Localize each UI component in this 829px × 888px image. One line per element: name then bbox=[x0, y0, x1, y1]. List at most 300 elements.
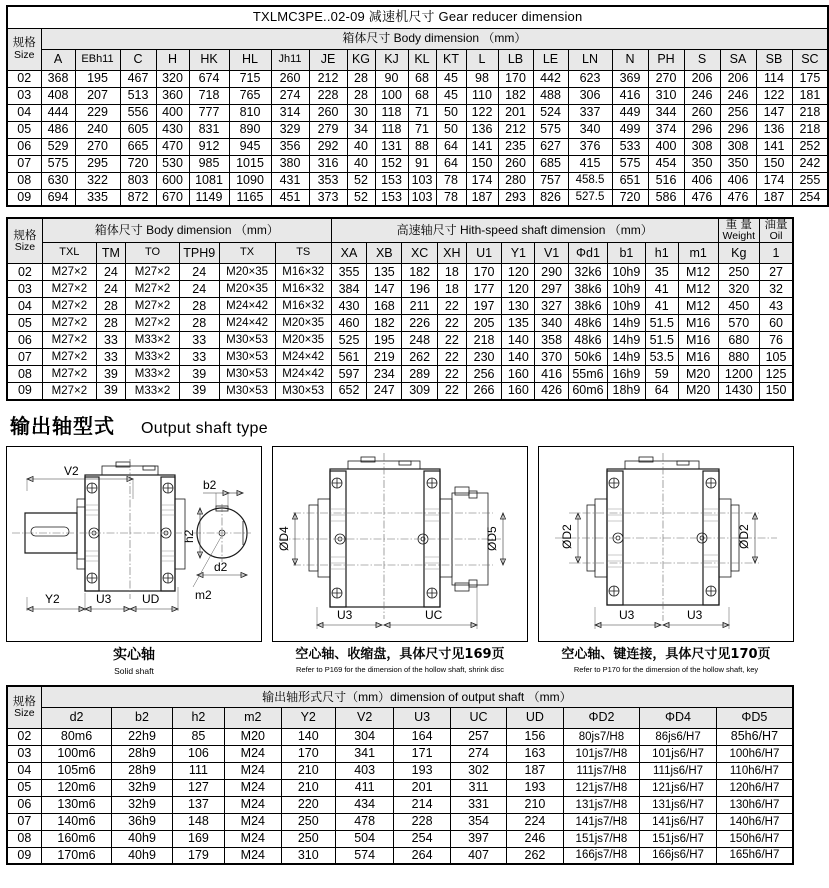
table3-cell: 214 bbox=[394, 796, 450, 813]
table1-col-N: N bbox=[612, 49, 648, 70]
table1-cell: 308 bbox=[720, 138, 756, 155]
table1-cell: 293 bbox=[498, 189, 533, 206]
table2-col-XB: XB bbox=[367, 243, 402, 264]
table2-row bbox=[7, 366, 793, 383]
table2-cell: 327 bbox=[535, 298, 568, 315]
table2-cell: 880 bbox=[718, 349, 760, 366]
table1-cell: 470 bbox=[156, 138, 189, 155]
output-shaft-section-heading bbox=[10, 410, 794, 439]
table3-cell: 101js6/H7 bbox=[640, 745, 717, 762]
table1-cell: 136 bbox=[756, 121, 792, 138]
table2-cell: 14h9 bbox=[608, 349, 645, 366]
table1-cell: 444 bbox=[41, 104, 75, 121]
table3-col-D2: ΦD2 bbox=[563, 707, 640, 728]
label-OD2-right: ØD2 bbox=[737, 523, 751, 549]
table3-cell: 170 bbox=[281, 745, 335, 762]
table1-cell: 486 bbox=[41, 121, 75, 138]
table2-cell: 219 bbox=[367, 349, 402, 366]
table3-cell: 250 bbox=[281, 813, 335, 830]
table1-size-header-cn: 规格 bbox=[12, 37, 36, 50]
table2-cell: 525 bbox=[331, 332, 366, 349]
table3-cell: 262 bbox=[507, 847, 563, 864]
table2-cell: M27×2 bbox=[42, 349, 96, 366]
table2-cell: 39 bbox=[96, 383, 125, 400]
table3-cell: M20 bbox=[225, 728, 281, 745]
table3-cell: 85h6/H7 bbox=[716, 728, 793, 745]
table1-cell: 274 bbox=[271, 87, 309, 104]
table3-row bbox=[7, 813, 793, 830]
table1-cell: 68 bbox=[408, 87, 436, 104]
table2-cell: 28 bbox=[96, 315, 125, 332]
table2-col-V1: V1 bbox=[535, 243, 568, 264]
table3-cell: M24 bbox=[225, 745, 281, 762]
table2-cell: 10h9 bbox=[608, 264, 645, 281]
table3-col-UC: UC bbox=[450, 707, 506, 728]
table2-cell: 53.5 bbox=[645, 349, 678, 366]
table2-cell: 218 bbox=[466, 332, 501, 349]
table3-cell: 100h6/H7 bbox=[716, 745, 793, 762]
table1-cell: 1090 bbox=[229, 172, 271, 189]
table1-cell: 153 bbox=[375, 172, 408, 189]
table3-cell: 32h9 bbox=[112, 796, 172, 813]
table2-cell: 226 bbox=[402, 315, 437, 332]
hollow-shaft-shrink-disc-drawing bbox=[273, 447, 527, 641]
output-shaft-diagrams bbox=[6, 446, 794, 677]
table3-size-cell: 06 bbox=[7, 796, 41, 813]
table3-cell: 254 bbox=[394, 830, 450, 847]
table2-cell: M20 bbox=[678, 383, 718, 400]
table2-cell: 14h9 bbox=[608, 332, 645, 349]
table2-cell: M12 bbox=[678, 281, 718, 298]
table1-cell: 322 bbox=[75, 172, 120, 189]
table2-row bbox=[7, 349, 793, 366]
table2-cell: 430 bbox=[331, 298, 366, 315]
table3-cell: 179 bbox=[172, 847, 224, 864]
table1-cell: 228 bbox=[309, 87, 347, 104]
table2-col-h1: h1 bbox=[645, 243, 678, 264]
table1-row bbox=[7, 189, 828, 206]
table3-cell: 574 bbox=[335, 847, 393, 864]
table2-col-TPH9: TPH9 bbox=[180, 243, 219, 264]
table1-cell: 181 bbox=[792, 87, 828, 104]
table2-size-header-en: Size bbox=[14, 240, 36, 253]
table3-cell: 274 bbox=[450, 745, 506, 762]
table2-cell: 266 bbox=[466, 383, 501, 400]
table1-cell: 826 bbox=[533, 189, 568, 206]
table2-cell: 41 bbox=[645, 281, 678, 298]
table1-group-header bbox=[7, 28, 828, 49]
diagram-solid-shaft bbox=[6, 446, 262, 677]
table2-cell: M16 bbox=[678, 315, 718, 332]
table1-cell: 182 bbox=[498, 87, 533, 104]
label-b2: b2 bbox=[203, 477, 217, 492]
table2-cell: 10h9 bbox=[608, 298, 645, 315]
table1-cell: 88 bbox=[408, 138, 436, 155]
table1-cell: 122 bbox=[466, 104, 498, 121]
table3-col-h2: h2 bbox=[172, 707, 224, 728]
table3-cell: 403 bbox=[335, 762, 393, 779]
table3-cell: 127 bbox=[172, 779, 224, 796]
table1-col-C: C bbox=[120, 49, 156, 70]
table2-col-Kg: Kg bbox=[718, 243, 760, 264]
table1-col-EBh11: EBh11 bbox=[75, 49, 120, 70]
table1-cell: 110 bbox=[466, 87, 498, 104]
table1-cell: 415 bbox=[568, 155, 612, 172]
table1-cell: 254 bbox=[792, 189, 828, 206]
table1-cell: 71 bbox=[408, 104, 436, 121]
table1-col-A: A bbox=[41, 49, 75, 70]
table2-oil-cn: 油量 bbox=[764, 219, 788, 231]
table1-cell: 803 bbox=[120, 172, 156, 189]
table1-cell: 605 bbox=[120, 121, 156, 138]
label-U3: U3 bbox=[96, 591, 112, 606]
table1-cell: 103 bbox=[408, 189, 436, 206]
table2-cell: 196 bbox=[402, 281, 437, 298]
table3-cell: 264 bbox=[394, 847, 450, 864]
table3-cell: 250 bbox=[281, 830, 335, 847]
table2-cell: M20×35 bbox=[275, 315, 331, 332]
table1-cell: 320 bbox=[156, 70, 189, 87]
table3-cell: 111 bbox=[172, 762, 224, 779]
table2-cell: 120 bbox=[502, 281, 535, 298]
label-Y2: Y2 bbox=[45, 591, 60, 606]
table2-cell: 140 bbox=[502, 332, 535, 349]
caption-solid-shaft-en: Solid shaft bbox=[114, 666, 154, 677]
caption-hollow-shrink-cn: 空心轴、收缩盘，具体尺寸见169页 bbox=[295, 646, 505, 662]
table1-cell: 488 bbox=[533, 87, 568, 104]
table1-row bbox=[7, 138, 828, 155]
table3-size-header-cn: 规格 bbox=[12, 695, 36, 708]
table1-row bbox=[7, 172, 828, 189]
table2-col-TX: TX bbox=[219, 243, 275, 264]
table1-cell: 246 bbox=[684, 87, 720, 104]
table3-cell: 28h9 bbox=[112, 762, 172, 779]
table1-cell: 454 bbox=[648, 155, 684, 172]
caption-hollow-shaft-shrink-disc bbox=[272, 647, 528, 674]
table1-title: TXLMC3PE..02-09 减速机尺寸 Gear reducer dimension bbox=[7, 6, 828, 28]
table1-col-KG: KG bbox=[347, 49, 375, 70]
table3-cell: 121js7/H8 bbox=[563, 779, 640, 796]
table2-cell: 289 bbox=[402, 366, 437, 383]
table2-cell: 60 bbox=[760, 315, 793, 332]
table1-cell: 260 bbox=[684, 104, 720, 121]
table1-cell: 256 bbox=[720, 104, 756, 121]
table2-size-cell: 08 bbox=[7, 366, 42, 383]
table1-cell: 715 bbox=[229, 70, 271, 87]
table1-col-KL: KL bbox=[408, 49, 436, 70]
table2-col-TM: TM bbox=[96, 243, 125, 264]
table1-cell: 270 bbox=[75, 138, 120, 155]
table1-body bbox=[7, 70, 828, 206]
table1-cell: 575 bbox=[612, 155, 648, 172]
table1-cell: 45 bbox=[436, 87, 466, 104]
table3-cell: 22h9 bbox=[112, 728, 172, 745]
table1-cell: 206 bbox=[720, 70, 756, 87]
table1-cell: 242 bbox=[792, 155, 828, 172]
table1-size-cell: 07 bbox=[7, 155, 41, 172]
table2-cell: 250 bbox=[718, 264, 760, 281]
table1-cell: 912 bbox=[189, 138, 229, 155]
table2-cell: M30×53 bbox=[219, 383, 275, 400]
table3-cell: M24 bbox=[225, 762, 281, 779]
table1-cell: 270 bbox=[648, 70, 684, 87]
table2-cell: M27×2 bbox=[125, 315, 179, 332]
table3-cell: 141js6/H7 bbox=[640, 813, 717, 830]
label-UC: UC bbox=[425, 607, 443, 622]
table3-cell: 193 bbox=[394, 762, 450, 779]
hollow-shaft-key-drawing bbox=[539, 447, 793, 641]
table2-cell: 1430 bbox=[718, 383, 760, 400]
table1-cell: 329 bbox=[271, 121, 309, 138]
table3-cell: M24 bbox=[225, 847, 281, 864]
table2-cell: M30×53 bbox=[219, 366, 275, 383]
table2-cell: 32k6 bbox=[568, 264, 607, 281]
table2-col-TO: TO bbox=[125, 243, 179, 264]
table2-cell: 39 bbox=[180, 383, 219, 400]
table1-cell: 350 bbox=[720, 155, 756, 172]
table2-cell: M20 bbox=[678, 366, 718, 383]
table1-cell: 306 bbox=[568, 87, 612, 104]
table2-cell: M20×35 bbox=[275, 332, 331, 349]
table3-cell: 354 bbox=[450, 813, 506, 830]
table1-cell: 52 bbox=[347, 189, 375, 206]
table1-cell: 630 bbox=[41, 172, 75, 189]
table1-cell: 651 bbox=[612, 172, 648, 189]
table3-row bbox=[7, 779, 793, 796]
table2-oil-en: Oil bbox=[769, 230, 783, 243]
table2-cell: 41 bbox=[645, 298, 678, 315]
table1-cell: 71 bbox=[408, 121, 436, 138]
body-and-highspeed-shaft-table bbox=[6, 217, 794, 401]
table1-cell: 78 bbox=[436, 172, 466, 189]
table3-cell: 32h9 bbox=[112, 779, 172, 796]
table1-col-LE: LE bbox=[533, 49, 568, 70]
table1-cell: 530 bbox=[156, 155, 189, 172]
table2-row bbox=[7, 281, 793, 298]
table3-size-cell: 02 bbox=[7, 728, 41, 745]
table2-cell: 130 bbox=[502, 298, 535, 315]
table1-cell: 40 bbox=[347, 155, 375, 172]
table2-cell: 460 bbox=[331, 315, 366, 332]
table2-cell: M27×2 bbox=[125, 281, 179, 298]
table1-column-header-row bbox=[7, 49, 828, 70]
table1-cell: 1015 bbox=[229, 155, 271, 172]
table2-cell: M27×2 bbox=[125, 264, 179, 281]
table3-col-b2: b2 bbox=[112, 707, 172, 728]
table2-cell: 105 bbox=[760, 349, 793, 366]
table1-col-H: H bbox=[156, 49, 189, 70]
table2-cell: 160 bbox=[502, 366, 535, 383]
table1-cell: 810 bbox=[229, 104, 271, 121]
table2-cell: 22 bbox=[437, 349, 466, 366]
table3-group-header bbox=[7, 686, 793, 707]
table2-cell: 170 bbox=[466, 264, 501, 281]
table3-cell: 111js6/H7 bbox=[640, 762, 717, 779]
table2-cell: 247 bbox=[367, 383, 402, 400]
table1-cell: 380 bbox=[271, 155, 309, 172]
table2-col-Y1: Y1 bbox=[502, 243, 535, 264]
table3-size-header bbox=[7, 686, 41, 728]
table1-col-LB: LB bbox=[498, 49, 533, 70]
table1-cell: 674 bbox=[189, 70, 229, 87]
table1-cell: 449 bbox=[612, 104, 648, 121]
table2-col-d1: Φd1 bbox=[568, 243, 607, 264]
table1-cell: 131 bbox=[375, 138, 408, 155]
table3-cell: 257 bbox=[450, 728, 506, 745]
table3-cell: 130m6 bbox=[41, 796, 112, 813]
table3-cell: 397 bbox=[450, 830, 506, 847]
table1-col-L: L bbox=[466, 49, 498, 70]
table2-col-m1: m1 bbox=[678, 243, 718, 264]
table2-weight-en: Weight bbox=[722, 230, 756, 243]
output-shaft-heading-en: Output shaft type bbox=[141, 419, 268, 437]
table3-cell: 80m6 bbox=[41, 728, 112, 745]
table2-cell: M27×2 bbox=[125, 298, 179, 315]
label-m2: m2 bbox=[195, 587, 212, 602]
table2-cell: 76 bbox=[760, 332, 793, 349]
table2-col-XA: XA bbox=[331, 243, 366, 264]
table1-cell: 533 bbox=[612, 138, 648, 155]
table1-cell: 150 bbox=[466, 155, 498, 172]
table1-cell: 218 bbox=[792, 121, 828, 138]
table3-cell: 228 bbox=[394, 813, 450, 830]
table1-size-cell: 02 bbox=[7, 70, 41, 87]
table3-cell: 201 bbox=[394, 779, 450, 796]
table1-cell: 1149 bbox=[189, 189, 229, 206]
table3-col-D4: ΦD4 bbox=[640, 707, 717, 728]
table3-cell: 331 bbox=[450, 796, 506, 813]
table3-cell: 106 bbox=[172, 745, 224, 762]
table3-cell: 304 bbox=[335, 728, 393, 745]
table1-cell: 91 bbox=[408, 155, 436, 172]
table2-cell: M33×2 bbox=[125, 349, 179, 366]
table3-cell: 156 bbox=[507, 728, 563, 745]
table2-cell: 18h9 bbox=[608, 383, 645, 400]
table3-size-cell: 04 bbox=[7, 762, 41, 779]
table3-col-V2: V2 bbox=[335, 707, 393, 728]
table1-cell: 1165 bbox=[229, 189, 271, 206]
table3-col-UD: UD bbox=[507, 707, 563, 728]
table1-col-HK: HK bbox=[189, 49, 229, 70]
table2-size-header-cn: 规格 bbox=[13, 229, 37, 242]
table1-cell: 170 bbox=[498, 70, 533, 87]
table3-cell: 310 bbox=[281, 847, 335, 864]
table1-cell: 296 bbox=[684, 121, 720, 138]
table2-weight-cn: 重 量 bbox=[725, 219, 752, 231]
table3-cell: 40h9 bbox=[112, 847, 172, 864]
table3-size-header-en: Size bbox=[14, 707, 35, 720]
table3-cell: 169 bbox=[172, 830, 224, 847]
table1-cell: 153 bbox=[375, 189, 408, 206]
table1-cell: 476 bbox=[684, 189, 720, 206]
table1-cell: 229 bbox=[75, 104, 120, 121]
table2-row bbox=[7, 298, 793, 315]
table2-cell: 51.5 bbox=[645, 332, 678, 349]
table1-cell: 1081 bbox=[189, 172, 229, 189]
table2-cell: M27×2 bbox=[42, 315, 96, 332]
table3-col-m2: m2 bbox=[225, 707, 281, 728]
caption-hollow-shrink-en: Refer to P169 for the dimension of the hollow shaft, shrink disc bbox=[295, 664, 505, 674]
table1-cell: 260 bbox=[271, 70, 309, 87]
table1-cell: 513 bbox=[120, 87, 156, 104]
table3-cell: 171 bbox=[394, 745, 450, 762]
table3-cell: 151js7/H8 bbox=[563, 830, 640, 847]
output-shaft-dimension-table bbox=[6, 685, 794, 865]
table3-size-cell: 09 bbox=[7, 847, 41, 864]
table1-cell: 201 bbox=[498, 104, 533, 121]
table2-cell: 262 bbox=[402, 349, 437, 366]
table1-col-SB: SB bbox=[756, 49, 792, 70]
table3-cell: 210 bbox=[281, 779, 335, 796]
table1-cell: 212 bbox=[498, 121, 533, 138]
table3-cell: 411 bbox=[335, 779, 393, 796]
table2-cell: 33 bbox=[180, 332, 219, 349]
table1-cell: 136 bbox=[466, 121, 498, 138]
table3-cell: 105m6 bbox=[41, 762, 112, 779]
table2-cell: 570 bbox=[718, 315, 760, 332]
table2-cell: M16 bbox=[678, 349, 718, 366]
table2-row bbox=[7, 315, 793, 332]
table2-cell: 28 bbox=[180, 298, 219, 315]
table1-size-cell: 03 bbox=[7, 87, 41, 104]
table2-cell: 120 bbox=[502, 264, 535, 281]
table1-cell: 344 bbox=[648, 104, 684, 121]
table2-cell: 48k6 bbox=[568, 315, 607, 332]
table1-cell: 665 bbox=[120, 138, 156, 155]
caption-hollow-key-cn: 空心轴、键连接，具体尺寸见170页 bbox=[561, 646, 771, 662]
table2-cell: 135 bbox=[367, 264, 402, 281]
table3-cell: 137 bbox=[172, 796, 224, 813]
table1-cell: 368 bbox=[41, 70, 75, 87]
table1-cell: 50 bbox=[436, 121, 466, 138]
table2-cell: 256 bbox=[466, 366, 501, 383]
table2-cell: M27×2 bbox=[42, 264, 96, 281]
table2-cell: 27 bbox=[760, 264, 793, 281]
table1-row bbox=[7, 155, 828, 172]
table1-cell: 45 bbox=[436, 70, 466, 87]
table1-cell: 175 bbox=[792, 70, 828, 87]
table2-column-header-row bbox=[7, 243, 793, 264]
table1-cell: 945 bbox=[229, 138, 271, 155]
table1-cell: 458.5 bbox=[568, 172, 612, 189]
caption-hollow-key-en: Refer to P170 for the dimension of the hollow shaft, key bbox=[573, 664, 759, 674]
table1-cell: 353 bbox=[309, 172, 347, 189]
table3-cell: 504 bbox=[335, 830, 393, 847]
table2-col-XC: XC bbox=[402, 243, 437, 264]
table2-cell: 150 bbox=[760, 383, 793, 400]
table2-cell: 416 bbox=[535, 366, 568, 383]
table1-cell: 78 bbox=[436, 189, 466, 206]
table3-cell: 164 bbox=[394, 728, 450, 745]
table1-cell: 152 bbox=[375, 155, 408, 172]
table2-cell: 51.5 bbox=[645, 315, 678, 332]
table2-cell: M27×2 bbox=[42, 366, 96, 383]
table3-cell: 193 bbox=[507, 779, 563, 796]
table2-cell: M16×32 bbox=[275, 264, 331, 281]
table1-row bbox=[7, 104, 828, 121]
table2-col-U1: U1 bbox=[466, 243, 501, 264]
diagram-solid-shaft-box bbox=[6, 446, 262, 642]
table1-cell: 890 bbox=[229, 121, 271, 138]
table2-cell: 177 bbox=[466, 281, 501, 298]
table1-cell: 757 bbox=[533, 172, 568, 189]
table2-cell: M20×35 bbox=[219, 264, 275, 281]
table1-cell: 360 bbox=[156, 87, 189, 104]
table2-cell: 561 bbox=[331, 349, 366, 366]
table1-cell: 356 bbox=[271, 138, 309, 155]
table1-cell: 279 bbox=[309, 121, 347, 138]
table1-cell: 34 bbox=[347, 121, 375, 138]
